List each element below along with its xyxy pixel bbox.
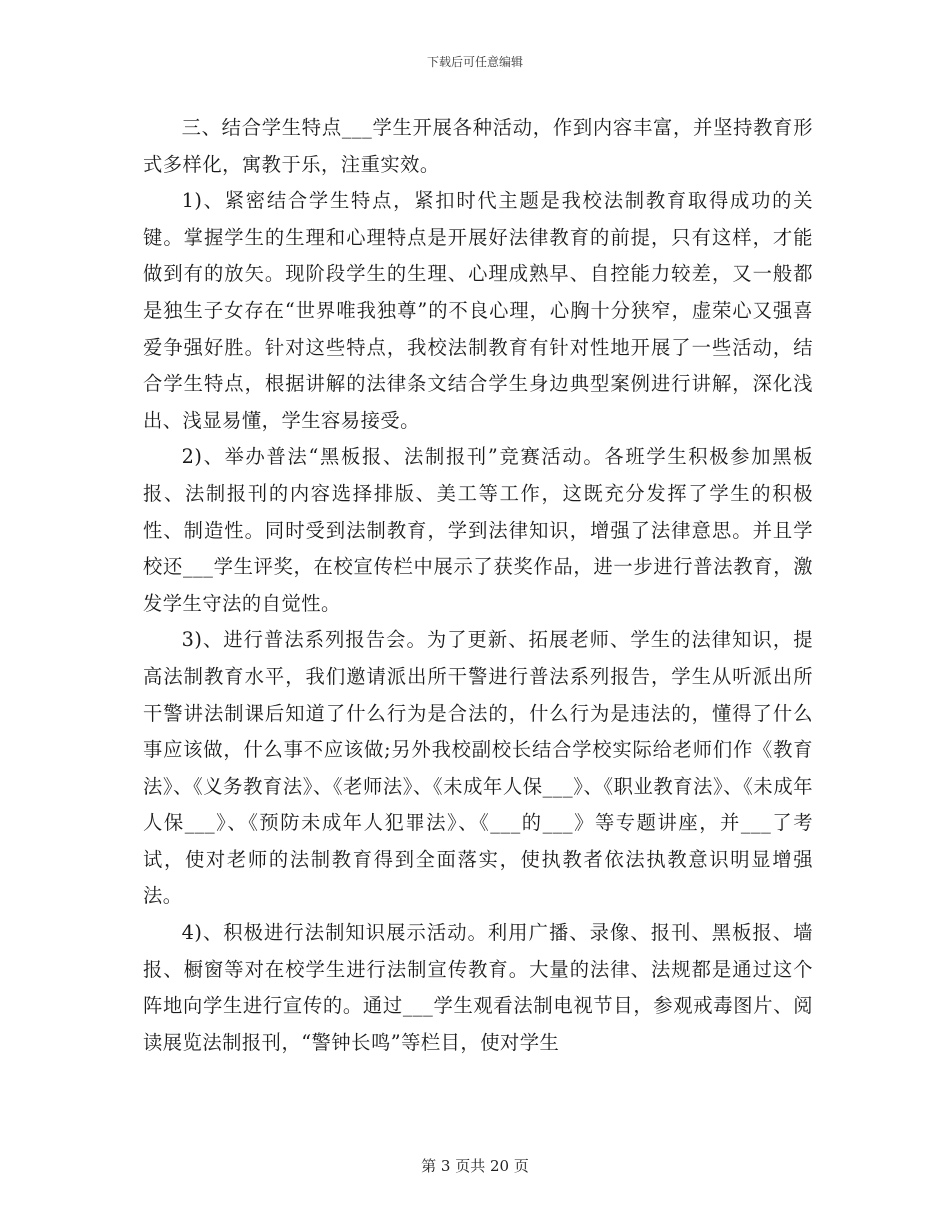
paragraph-item-3: 3)、进行普法系列报告会。为了更新、拓展老师、学生的法律知识，提高法制教育水平，我们邀请派出所干警进行普法系列报告，学生从听派出所干警讲法制课后知道了什么行为是合法的，什么行为是违法的，懂得了什么事应该做，什么事不应该做;另外我校副校长结合学校实际给老师们作《教育法》、《义务教育法》、《老师法》、《未成年人保___》、《职业教育法》、《未成年人保___》、《预防未成年人犯罪法》、《___的___》等专题讲座，并___了考试，使对老师的法制教育得到全面落实，使执教者依法执教意识明显增强法。	[143, 628, 813, 908]
document-body	[143, 110, 813, 1061]
paragraph-section-three: 三、结合学生特点___学生开展各种活动，作到内容丰富，并坚持教育形式多样化，寓教于乐，注重实效。	[143, 116, 813, 176]
page-header-note: 下载后可任意编辑	[426, 55, 523, 69]
page-number-footer: 第 3 页共 20 页	[421, 1157, 529, 1175]
paragraph-item-4: 4)、积极进行法制知识展示活动。利用广播、录像、报刊、黑板报、墙报、橱窗等对在校学生进行法制宣传教育。大量的法律、法规都是通过这个阵地向学生进行宣传的。通过___学生观看法制电视节目，参观戒毒图片、阅读展览法制报刊，“警钟长鸣”等栏目，使对学生	[143, 921, 813, 1054]
paragraph-item-1: 1)、紧密结合学生特点，紧扣时代主题是我校法制教育取得成功的关键。掌握学生的生理和心理特点是开展好法律教育的前提，只有这样，才能做到有的放矢。现阶段学生的生理、心理成熟早、自控能力较差，又一般都是独生子女存在“世界唯我独尊”的不良心理，心胸十分狭窄，虚荣心又强喜爱争强好胜。针对这些特点，我校法制教育有针对性地开展了一些活动，结合学生特点，根据讲解的法律条文结合学生身边典型案例进行讲解，深化浅出、浅显易懂，学生容易接受。	[143, 189, 813, 432]
paragraph-item-2: 2)、举办普法“黑板报、法制报刊”竞赛活动。各班学生积极参加黑板报、法制报刊的内容选择排版、美工等工作，这既充分发挥了学生的积极性、制造性。同时受到法制教育，学到法律知识，增强了法律意思。并且学校还___学生评奖，在校宣传栏中展示了获奖作品，进一步进行普法教育，激发学生守法的自觉性。	[143, 445, 813, 615]
